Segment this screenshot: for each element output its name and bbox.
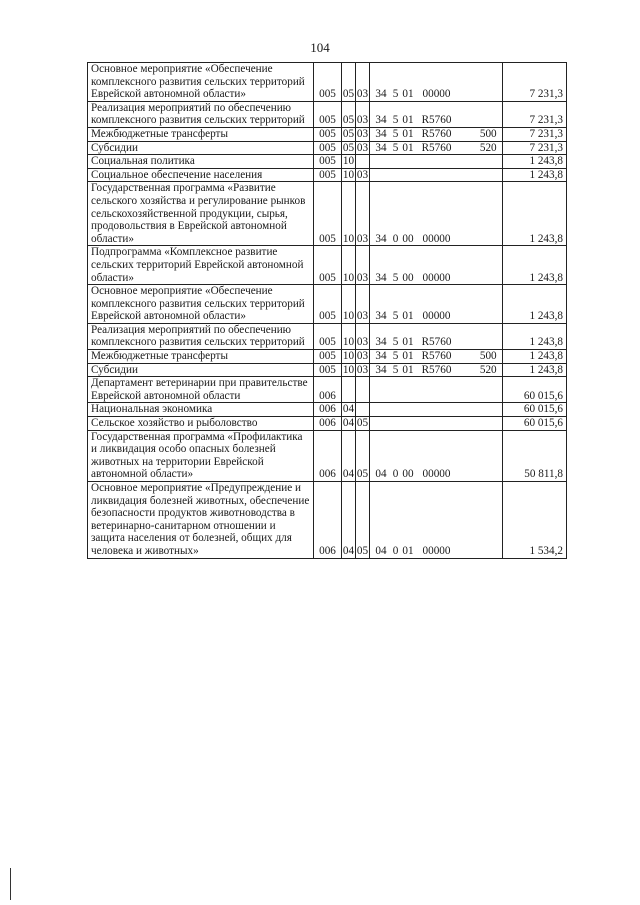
ministry-code: 006 [314, 377, 342, 403]
row-name: Основное мероприятие «Предупреждение и ликвидация болезней животных, обеспечение безопасности продуктов животноводства в ветеринарно-санитарном отношении и защита населения от болезней, общих для человека и животных» [88, 482, 314, 559]
table-row [88, 285, 567, 324]
target-article-part: 5 [392, 350, 399, 363]
table-row [88, 155, 567, 169]
row-name: Социальное обеспечение населения [88, 168, 314, 182]
amount: 1 243,8 [503, 182, 567, 246]
subsection-code: 03 [356, 101, 370, 127]
subsection-code: 03 [356, 350, 369, 363]
amount: 1 243,8 [503, 323, 567, 349]
ministry-code: 005 [314, 323, 342, 349]
expense-type-code [475, 323, 503, 349]
amount: 7 231,3 [503, 141, 567, 155]
table-row [88, 101, 567, 127]
target-article-code [370, 168, 475, 182]
section-code: 10 [342, 168, 355, 181]
row-name: Основное мероприятие «Обеспечение комплексного развития сельских территорий Еврейской автономной области» [88, 63, 314, 102]
expense-type-code: 520 [475, 363, 503, 377]
amount: 1 243,8 [503, 168, 567, 182]
amount: 1 243,8 [503, 155, 567, 169]
target-article-part: 04 [375, 468, 387, 481]
target-article-part: 00000 [422, 310, 451, 323]
target-article-part: 5 [392, 88, 399, 101]
section-code: 10 [342, 182, 356, 246]
target-article-part: 5 [392, 141, 399, 154]
target-article-part: 34 [375, 336, 387, 349]
row-name: Государственная программа «Развитие сельского хозяйства и регулирование рынков сельскохозяйственной продукции, сырья, продовольствия в Еврейской автономной области» [88, 182, 314, 246]
target-article-part: 01 [402, 544, 414, 557]
row-name: Субсидии [88, 141, 314, 155]
subsection-code: 03 [356, 285, 370, 324]
target-article-part: R5760 [421, 127, 452, 140]
target-article-part: 00 [402, 271, 414, 284]
amount: 60 015,6 [503, 417, 567, 431]
target-article-code [370, 482, 475, 559]
target-article-code [370, 417, 475, 431]
ministry-code: 005 [314, 350, 342, 364]
target-article-part: 34 [375, 363, 387, 376]
amount: 7 231,3 [503, 63, 567, 102]
subsection-code: 05 [356, 417, 369, 430]
section-code: 05 [342, 127, 355, 140]
target-article-part: 5 [392, 127, 399, 140]
amount: 50 811,8 [503, 430, 567, 481]
target-article-code [370, 182, 475, 246]
expense-type-code [475, 63, 503, 102]
table-row [88, 63, 567, 102]
target-article-part: 34 [375, 88, 387, 101]
ministry-code: 005 [314, 127, 342, 141]
expense-type-code [475, 377, 503, 403]
target-article-part: 5 [392, 310, 399, 323]
target-article-part: 00 [402, 468, 414, 481]
target-article-part: R5760 [421, 141, 452, 154]
target-article-part: 01 [402, 114, 414, 127]
ministry-code: 006 [314, 417, 342, 431]
section-code: 10 [342, 155, 355, 168]
table-row [88, 377, 567, 403]
subsection-code: 03 [356, 127, 369, 140]
row-name: Департамент ветеринарии при правительстве Еврейской автономной области [88, 377, 314, 403]
table-row [88, 182, 567, 246]
row-name: Подпрограмма «Комплексное развитие сельских территорий Еврейской автономной области» [88, 246, 314, 285]
subsection-code: 03 [356, 168, 369, 181]
target-article-code [370, 246, 475, 285]
expense-type-code [475, 246, 503, 285]
target-article-part: 34 [375, 141, 387, 154]
target-article-part: 0 [392, 232, 399, 245]
target-article-part: R5760 [421, 363, 452, 376]
target-article-part: 00000 [422, 468, 451, 481]
subsection-code [356, 155, 370, 169]
section-code: 05 [342, 63, 356, 102]
ministry-code: 005 [314, 101, 342, 127]
row-name: Основное мероприятие «Обеспечение комплексного развития сельских территорий Еврейской автономной области» [88, 285, 314, 324]
subsection-code: 03 [356, 323, 370, 349]
row-name: Межбюджетные трансферты [88, 127, 314, 141]
budget-table [87, 62, 567, 559]
row-name: Государственная программа «Профилактика и ликвидация особо опасных болезней животных на территории Еврейской автономной области» [88, 430, 314, 481]
ministry-code: 006 [314, 482, 342, 559]
subsection-code: 05 [356, 430, 370, 481]
amount: 1 243,8 [503, 246, 567, 285]
expense-type-code: 520 [475, 141, 503, 155]
table-row [88, 403, 567, 417]
subsection-code [356, 403, 370, 417]
expense-type-code [475, 182, 503, 246]
section-code: 04 [342, 430, 356, 481]
target-article-code [370, 155, 475, 169]
section-code: 10 [342, 323, 356, 349]
target-article-part: 00 [402, 232, 414, 245]
table-row [88, 168, 567, 182]
ministry-code: 005 [314, 141, 342, 155]
section-code [342, 377, 356, 403]
amount: 60 015,6 [503, 403, 567, 417]
subsection-code: 03 [356, 246, 370, 285]
table-body [88, 63, 567, 559]
target-article-part: 34 [375, 310, 387, 323]
expense-type-code [475, 168, 503, 182]
subsection-code: 03 [356, 363, 369, 376]
section-code: 10 [342, 285, 356, 324]
row-name: Сельское хозяйство и рыболовство [88, 417, 314, 431]
table-row [88, 246, 567, 285]
ministry-code: 005 [314, 168, 342, 182]
target-article-code [370, 350, 475, 364]
target-article-part: 01 [402, 127, 414, 140]
section-code: 10 [342, 246, 356, 285]
target-article-part: 5 [392, 271, 399, 284]
row-name: Реализация мероприятий по обеспечению комплексного развития сельских территорий [88, 323, 314, 349]
target-article-part: 0 [392, 544, 399, 557]
margin-mark [10, 868, 11, 900]
target-article-part: 5 [392, 363, 399, 376]
target-article-part: 01 [402, 336, 414, 349]
target-article-part: R5760 [421, 114, 452, 127]
target-article-code [370, 285, 475, 324]
target-article-part: 01 [402, 88, 414, 101]
table-row [88, 430, 567, 481]
table-row [88, 482, 567, 559]
ministry-code: 005 [314, 182, 342, 246]
amount: 1 243,8 [503, 363, 567, 377]
table-row [88, 141, 567, 155]
row-name: Субсидии [88, 363, 314, 377]
ministry-code: 005 [314, 246, 342, 285]
table-row [88, 363, 567, 377]
subsection-code [356, 377, 370, 403]
target-article-part: 0 [392, 468, 399, 481]
target-article-part: 34 [375, 271, 387, 284]
target-article-code [370, 430, 475, 481]
expense-type-code [475, 430, 503, 481]
target-article-part: 01 [402, 310, 414, 323]
table-row [88, 127, 567, 141]
expense-type-code [475, 101, 503, 127]
amount: 7 231,3 [503, 101, 567, 127]
ministry-code: 005 [314, 155, 342, 169]
target-article-part: 34 [375, 232, 387, 245]
subsection-code: 03 [356, 182, 370, 246]
target-article-part: 34 [375, 114, 387, 127]
amount: 60 015,6 [503, 377, 567, 403]
table-row [88, 323, 567, 349]
target-article-part: 00000 [422, 232, 451, 245]
ministry-code: 006 [314, 430, 342, 481]
target-article-part: 00000 [422, 271, 451, 284]
subsection-code: 03 [356, 141, 369, 154]
ministry-code: 005 [314, 285, 342, 324]
target-article-part: 04 [375, 544, 387, 557]
target-article-part: 5 [392, 114, 399, 127]
target-article-part: 34 [375, 127, 387, 140]
row-name: Национальная экономика [88, 403, 314, 417]
expense-type-code [475, 482, 503, 559]
table-row [88, 417, 567, 431]
target-article-code [370, 377, 475, 403]
target-article-part: 01 [402, 363, 414, 376]
target-article-code [370, 127, 475, 141]
target-article-code [370, 141, 475, 155]
subsection-code: 03 [356, 63, 370, 102]
expense-type-code [475, 403, 503, 417]
section-code: 04 [342, 417, 355, 430]
amount: 1 243,8 [503, 350, 567, 364]
section-code: 10 [342, 363, 355, 376]
row-name: Межбюджетные трансферты [88, 350, 314, 364]
target-article-part: 01 [402, 350, 414, 363]
target-article-part: 00000 [422, 88, 451, 101]
amount: 1 243,8 [503, 285, 567, 324]
table-row [88, 350, 567, 364]
target-article-code [370, 403, 475, 417]
expense-type-code: 500 [475, 350, 503, 364]
section-code: 05 [342, 141, 355, 154]
target-article-part: R5760 [421, 350, 452, 363]
section-code: 10 [342, 350, 355, 363]
target-article-part: R5760 [421, 336, 452, 349]
target-article-code [370, 63, 475, 102]
amount: 7 231,3 [503, 127, 567, 141]
section-code: 04 [342, 482, 356, 559]
section-code: 05 [342, 101, 356, 127]
target-article-part: 34 [375, 350, 387, 363]
section-code: 04 [342, 403, 355, 416]
target-article-part: 5 [392, 336, 399, 349]
target-article-code [370, 323, 475, 349]
row-name: Реализация мероприятий по обеспечению комплексного развития сельских территорий [88, 101, 314, 127]
expense-type-code [475, 285, 503, 324]
ministry-code: 005 [314, 63, 342, 102]
target-article-part: 00000 [422, 544, 451, 557]
expense-type-code: 500 [475, 127, 503, 141]
target-article-code [370, 101, 475, 127]
target-article-part: 01 [402, 141, 414, 154]
subsection-code: 05 [356, 482, 370, 559]
row-name: Социальная политика [88, 155, 314, 169]
expense-type-code [475, 155, 503, 169]
target-article-code [370, 363, 475, 377]
ministry-code: 006 [314, 403, 342, 417]
ministry-code: 005 [314, 363, 342, 377]
page-number: 104 [310, 40, 330, 55]
expense-type-code [475, 417, 503, 431]
amount: 1 534,2 [503, 482, 567, 559]
